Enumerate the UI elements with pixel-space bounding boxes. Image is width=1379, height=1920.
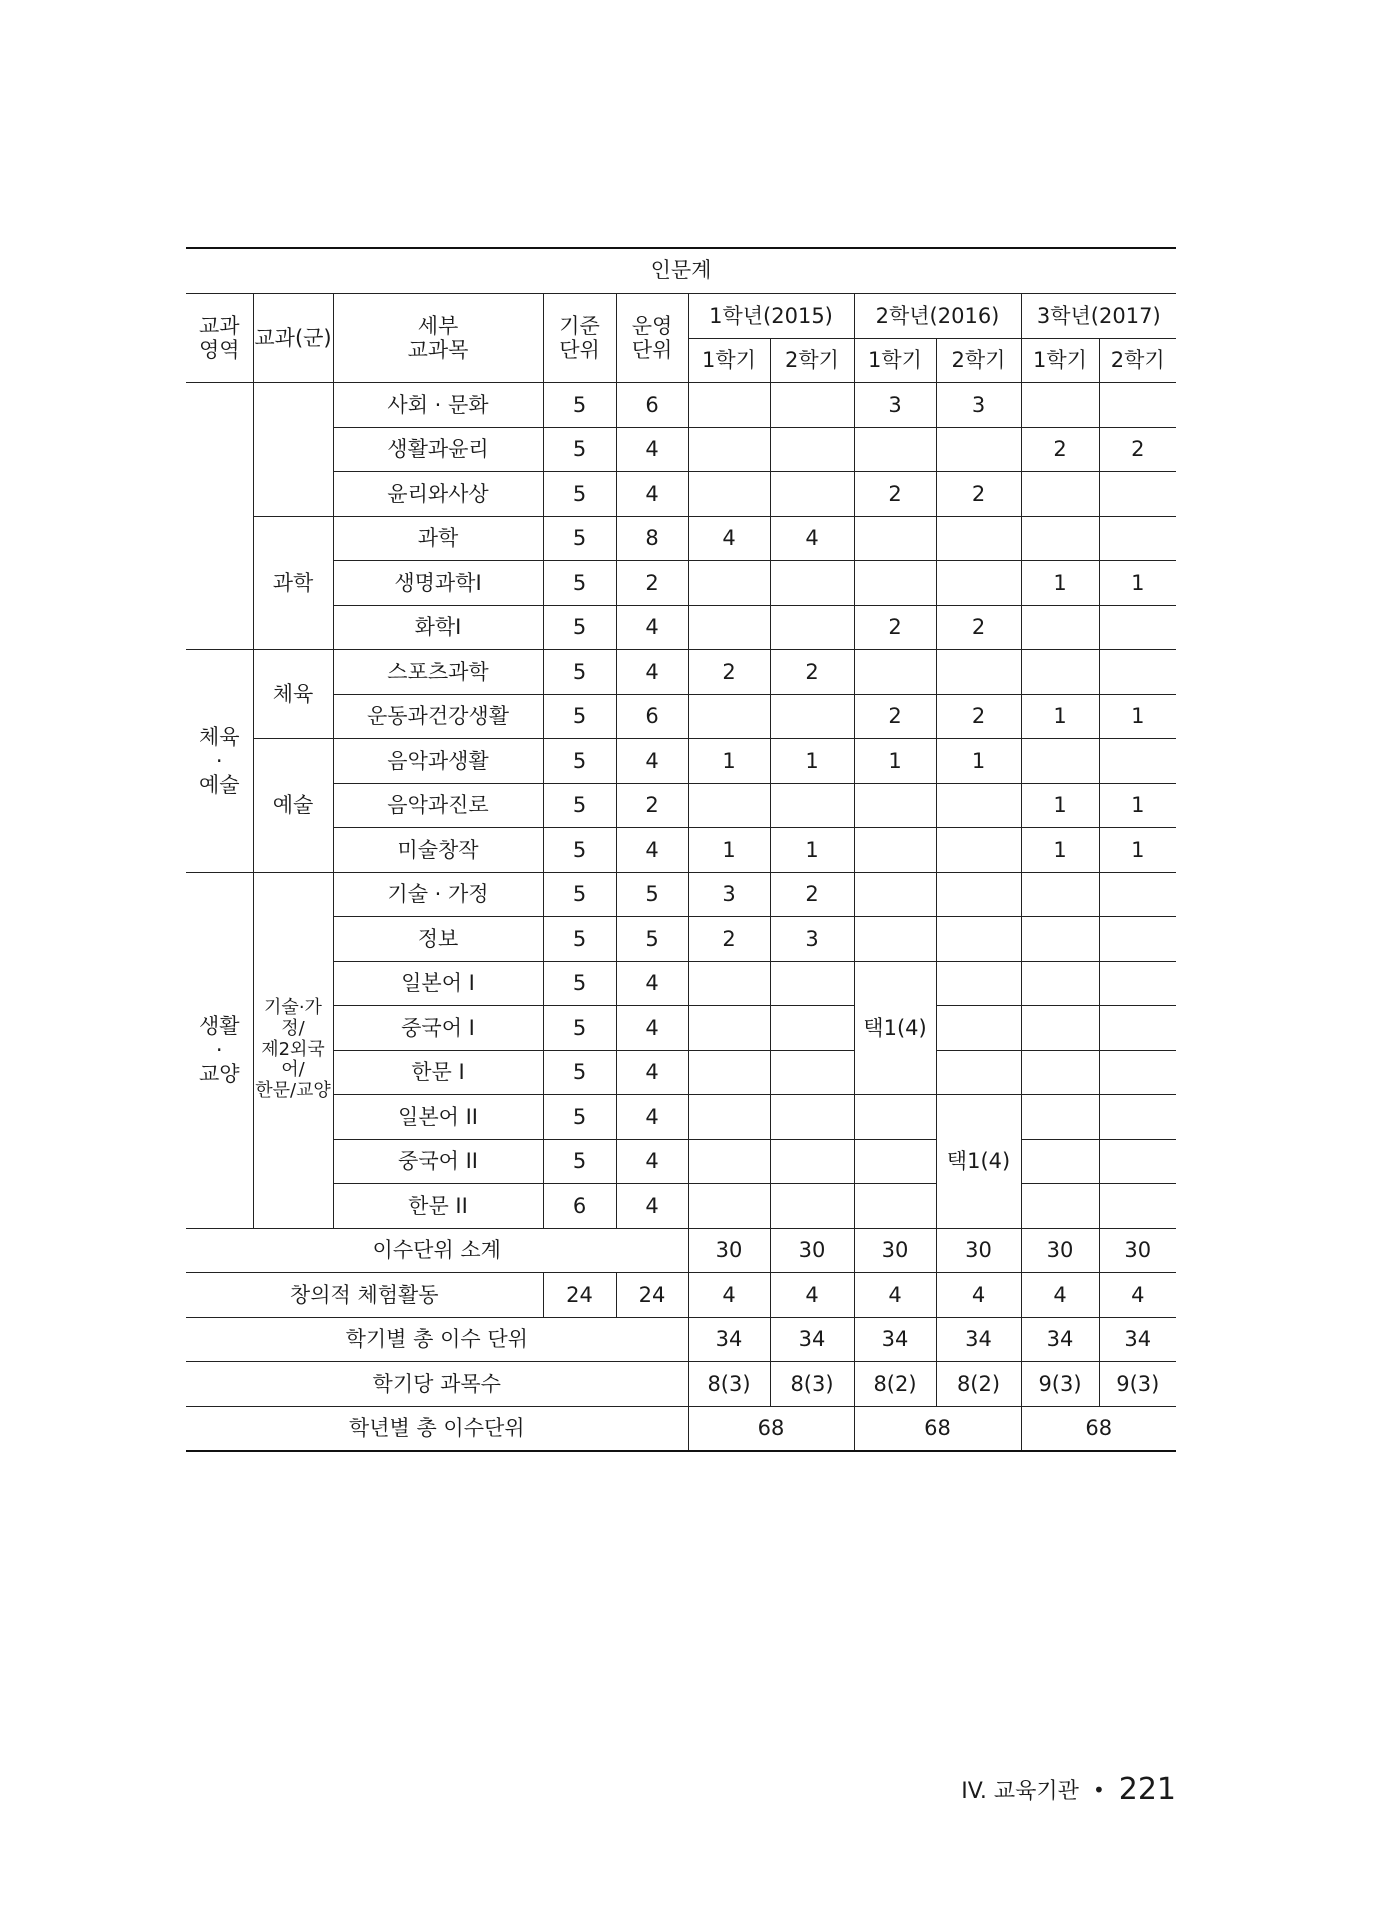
course-count-row: [186, 1362, 1176, 1407]
standard-units: 5: [543, 1006, 616, 1051]
header-year-3: 3학년(2017): [1021, 294, 1176, 339]
semester-units: [854, 828, 936, 873]
semester-units: [936, 872, 1021, 917]
semester-units: [688, 1050, 770, 1095]
semester-units: [770, 694, 854, 739]
semester-units: 34: [1099, 1317, 1176, 1362]
subject-name: 과학: [333, 516, 543, 561]
semester-units: [688, 383, 770, 428]
semester-units: [854, 1184, 936, 1229]
table-row: [186, 1050, 1176, 1095]
semester-units: [1099, 1139, 1176, 1184]
semester-units: 2: [688, 650, 770, 695]
semester-units: [688, 472, 770, 517]
operating-units: 4: [616, 739, 688, 784]
semester-total-row: [186, 1317, 1176, 1362]
operating-units: 2: [616, 783, 688, 828]
table-row: [186, 1184, 1176, 1229]
operating-units: 4: [616, 1095, 688, 1140]
operating-units: 4: [616, 605, 688, 650]
semester-units: [936, 783, 1021, 828]
group-cell-pe: 체육: [253, 650, 333, 739]
semester-units: [936, 516, 1021, 561]
table-row: [186, 872, 1176, 917]
semester-units: [1099, 472, 1176, 517]
semester-total-row-label: 학기별 총 이수 단위: [186, 1317, 688, 1362]
semester-units: 3: [688, 872, 770, 917]
semester-units: 2: [936, 605, 1021, 650]
semester-units: 30: [770, 1228, 854, 1273]
standard-units: 5: [543, 1139, 616, 1184]
table-row: [186, 650, 1176, 695]
semester-units: [1021, 472, 1099, 517]
standard-units: 5: [543, 650, 616, 695]
semester-units: 1: [1021, 694, 1099, 739]
semester-units: 4: [770, 516, 854, 561]
standard-units: 5: [543, 917, 616, 962]
semester-units: 1: [1021, 783, 1099, 828]
standard-units: 5: [543, 427, 616, 472]
semester-units: 8(3): [688, 1362, 770, 1407]
standard-units: 5: [543, 783, 616, 828]
subtotal-row: [186, 1228, 1176, 1273]
operating-units: 4: [616, 828, 688, 873]
semester-units: [1021, 872, 1099, 917]
table-row: [186, 694, 1176, 739]
semester-units: [688, 694, 770, 739]
course-count-row-label: 학기당 과목수: [186, 1362, 688, 1407]
footer-section: IV. 교육기관: [961, 1779, 1079, 1804]
semester-units: 4: [1021, 1273, 1099, 1318]
subject-name: 운동과건강생활: [333, 694, 543, 739]
standard-units: 24: [543, 1273, 616, 1318]
standard-units: 5: [543, 694, 616, 739]
semester-units: [1099, 605, 1176, 650]
semester-units: [854, 1095, 936, 1140]
semester-units: [770, 1184, 854, 1229]
semester-units: 4: [854, 1273, 936, 1318]
semester-units: 8(2): [854, 1362, 936, 1407]
table-row: [186, 383, 1176, 428]
operating-units: 4: [616, 427, 688, 472]
semester-units: [1021, 1184, 1099, 1229]
table-row: [186, 739, 1176, 784]
table-row: [186, 472, 1176, 517]
table-row: [186, 561, 1176, 606]
semester-units: [1099, 961, 1176, 1006]
semester-units: 9(3): [1021, 1362, 1099, 1407]
semester-units: [854, 650, 936, 695]
subject-name: 중국어 II: [333, 1139, 543, 1184]
semester-units: 2: [688, 917, 770, 962]
operating-units: 4: [616, 1006, 688, 1051]
semester-units: [770, 561, 854, 606]
subject-name: 스포츠과학: [333, 650, 543, 695]
semester-units: [770, 472, 854, 517]
standard-units: 5: [543, 828, 616, 873]
standard-units: 5: [543, 561, 616, 606]
curriculum-table: [186, 248, 1176, 1452]
standard-units: 5: [543, 605, 616, 650]
subject-name: 화학I: [333, 605, 543, 650]
operating-units: 4: [616, 1139, 688, 1184]
semester-units: [1021, 605, 1099, 650]
semester-units: 8(3): [770, 1362, 854, 1407]
creative-activity-row-label: 창의적 체험활동: [186, 1273, 543, 1318]
creative-activity-row: [186, 1273, 1176, 1318]
semester-units: [1099, 1050, 1176, 1095]
semester-units: [1021, 739, 1099, 784]
semester-units: [1099, 1006, 1176, 1051]
operating-units: 6: [616, 383, 688, 428]
semester-units: 30: [1099, 1228, 1176, 1273]
semester-units: 2: [770, 872, 854, 917]
elective-cell: 택1(4): [854, 961, 936, 1095]
operating-units: 4: [616, 472, 688, 517]
semester-units: [688, 783, 770, 828]
semester-units: [854, 917, 936, 962]
semester-units: [936, 650, 1021, 695]
semester-units: 30: [936, 1228, 1021, 1273]
semester-units: 2: [1021, 427, 1099, 472]
semester-units: [688, 1184, 770, 1229]
subject-name: 한문 II: [333, 1184, 543, 1229]
semester-units: [936, 917, 1021, 962]
semester-units: [1099, 383, 1176, 428]
semester-units: [688, 1139, 770, 1184]
semester-units: [854, 561, 936, 606]
operating-units: 4: [616, 1050, 688, 1095]
semester-units: [854, 516, 936, 561]
page-footer: [961, 1772, 1176, 1807]
semester-units: 8(2): [936, 1362, 1021, 1407]
operating-units: 4: [616, 1184, 688, 1229]
table-row: [186, 427, 1176, 472]
operating-units: 2: [616, 561, 688, 606]
table-row: [186, 1095, 1176, 1140]
semester-units: [770, 1050, 854, 1095]
standard-units: 5: [543, 739, 616, 784]
subject-name: 사회 · 문화: [333, 383, 543, 428]
year-total-units: 68: [1021, 1406, 1176, 1451]
semester-units: [770, 1139, 854, 1184]
header-standard-units: 기준 단위: [543, 294, 616, 383]
semester-units: 1: [688, 828, 770, 873]
semester-units: [1021, 1139, 1099, 1184]
semester-units: [854, 872, 936, 917]
operating-units: 24: [616, 1273, 688, 1318]
table-title: 인문계: [186, 248, 1176, 294]
standard-units: 5: [543, 472, 616, 517]
semester-units: 1: [1099, 783, 1176, 828]
semester-units: 9(3): [1099, 1362, 1176, 1407]
header-semester: 1학기: [854, 338, 936, 383]
semester-units: [1021, 1095, 1099, 1140]
semester-units: 1: [1021, 561, 1099, 606]
semester-units: 30: [854, 1228, 936, 1273]
semester-units: [770, 605, 854, 650]
header-subject: 세부 교과목: [333, 294, 543, 383]
header-area: 교과 영역: [186, 294, 253, 383]
footer-bullet: •: [1092, 1777, 1105, 1802]
semester-units: 1: [770, 739, 854, 784]
semester-units: 30: [1021, 1228, 1099, 1273]
semester-units: [1021, 1050, 1099, 1095]
semester-units: [770, 961, 854, 1006]
subject-name: 미술창작: [333, 828, 543, 873]
semester-units: [936, 1006, 1021, 1051]
header-semester: 1학기: [1021, 338, 1099, 383]
semester-units: [936, 961, 1021, 1006]
semester-units: [854, 427, 936, 472]
semester-units: [1099, 872, 1176, 917]
semester-units: 4: [770, 1273, 854, 1318]
semester-units: [936, 1050, 1021, 1095]
semester-units: 1: [936, 739, 1021, 784]
semester-units: [1099, 917, 1176, 962]
semester-units: [1099, 1095, 1176, 1140]
semester-units: [770, 383, 854, 428]
semester-units: [1021, 516, 1099, 561]
semester-units: [936, 427, 1021, 472]
subject-name: 정보: [333, 917, 543, 962]
semester-units: [770, 427, 854, 472]
semester-units: 3: [854, 383, 936, 428]
semester-units: [770, 1095, 854, 1140]
table-row: [186, 516, 1176, 561]
semester-units: 34: [854, 1317, 936, 1362]
semester-units: [688, 561, 770, 606]
header-semester: 2학기: [770, 338, 854, 383]
semester-units: 30: [688, 1228, 770, 1273]
table-row: [186, 783, 1176, 828]
operating-units: 8: [616, 516, 688, 561]
standard-units: 5: [543, 383, 616, 428]
page-number: 221: [1118, 1772, 1176, 1807]
semester-units: 2: [854, 605, 936, 650]
subject-name: 음악과생활: [333, 739, 543, 784]
semester-units: 2: [770, 650, 854, 695]
standard-units: 6: [543, 1184, 616, 1229]
semester-units: [688, 427, 770, 472]
semester-units: [688, 961, 770, 1006]
operating-units: 4: [616, 961, 688, 1006]
standard-units: 5: [543, 872, 616, 917]
semester-units: [1021, 961, 1099, 1006]
semester-units: 1: [1021, 828, 1099, 873]
semester-units: 1: [1099, 828, 1176, 873]
group-cell-science: 과학: [253, 516, 333, 650]
semester-units: [936, 561, 1021, 606]
semester-units: [1021, 917, 1099, 962]
table-row: [186, 605, 1176, 650]
semester-units: 2: [854, 472, 936, 517]
semester-units: 1: [770, 828, 854, 873]
table-row: [186, 828, 1176, 873]
table-row: [186, 917, 1176, 962]
semester-units: 34: [1021, 1317, 1099, 1362]
table-row: [186, 1006, 1176, 1051]
operating-units: 5: [616, 917, 688, 962]
semester-units: 34: [936, 1317, 1021, 1362]
area-cell-liberal: 생활 · 교양: [186, 872, 253, 1228]
semester-units: [1021, 650, 1099, 695]
subtotal-row-label: 이수단위 소계: [186, 1228, 688, 1273]
group-cell-art: 예술: [253, 739, 333, 873]
semester-units: [770, 783, 854, 828]
semester-units: [688, 1006, 770, 1051]
subject-name: 음악과진로: [333, 783, 543, 828]
semester-units: 3: [770, 917, 854, 962]
semester-units: [1099, 516, 1176, 561]
table-row: [186, 1139, 1176, 1184]
semester-units: 4: [936, 1273, 1021, 1318]
semester-units: 4: [1099, 1273, 1176, 1318]
semester-units: [770, 1006, 854, 1051]
subject-name: 일본어 II: [333, 1095, 543, 1140]
header-group: 교과(군): [253, 294, 333, 383]
header-year-2: 2학년(2016): [854, 294, 1021, 339]
semester-units: [1021, 1006, 1099, 1051]
semester-units: 2: [936, 694, 1021, 739]
subject-name: 기술 · 가정: [333, 872, 543, 917]
year-total-row: [186, 1406, 1176, 1451]
semester-units: 1: [688, 739, 770, 784]
semester-units: [1099, 739, 1176, 784]
operating-units: 5: [616, 872, 688, 917]
header-semester: 1학기: [688, 338, 770, 383]
group-cell-tech: 기술·가정/ 제2외국어/ 한문/교양: [253, 872, 333, 1228]
area-cell-arts: 체육 · 예술: [186, 650, 253, 873]
semester-units: 4: [688, 516, 770, 561]
group-cell-blank: [253, 383, 333, 517]
semester-units: 3: [936, 383, 1021, 428]
semester-units: 2: [936, 472, 1021, 517]
semester-units: 4: [688, 1273, 770, 1318]
subject-name: 일본어 I: [333, 961, 543, 1006]
header-year-1: 1학년(2015): [688, 294, 854, 339]
standard-units: 5: [543, 1095, 616, 1140]
semester-units: 34: [770, 1317, 854, 1362]
header-semester: 2학기: [936, 338, 1021, 383]
semester-units: 2: [1099, 427, 1176, 472]
subject-name: 생명과학I: [333, 561, 543, 606]
subject-name: 윤리와사상: [333, 472, 543, 517]
semester-units: [854, 1139, 936, 1184]
operating-units: 6: [616, 694, 688, 739]
year-total-units: 68: [854, 1406, 1021, 1451]
semester-units: [688, 1095, 770, 1140]
semester-units: 1: [854, 739, 936, 784]
standard-units: 5: [543, 961, 616, 1006]
year-total-row-label: 학년별 총 이수단위: [186, 1406, 688, 1451]
subject-name: 중국어 I: [333, 1006, 543, 1051]
standard-units: 5: [543, 516, 616, 561]
semester-units: [688, 605, 770, 650]
semester-units: [854, 783, 936, 828]
header-operating-units: 운영 단위: [616, 294, 688, 383]
semester-units: [1021, 383, 1099, 428]
semester-units: 2: [854, 694, 936, 739]
semester-units: 34: [688, 1317, 770, 1362]
semester-units: 1: [1099, 694, 1176, 739]
subject-name: 생활과윤리: [333, 427, 543, 472]
area-cell-blank: [186, 383, 253, 650]
table-row: [186, 961, 1176, 1006]
semester-units: [936, 828, 1021, 873]
elective-cell: 택1(4): [936, 1095, 1021, 1229]
year-total-units: 68: [688, 1406, 854, 1451]
header-semester: 2학기: [1099, 338, 1176, 383]
operating-units: 4: [616, 650, 688, 695]
semester-units: [1099, 650, 1176, 695]
subject-name: 한문 I: [333, 1050, 543, 1095]
semester-units: 1: [1099, 561, 1176, 606]
semester-units: [1099, 1184, 1176, 1229]
standard-units: 5: [543, 1050, 616, 1095]
